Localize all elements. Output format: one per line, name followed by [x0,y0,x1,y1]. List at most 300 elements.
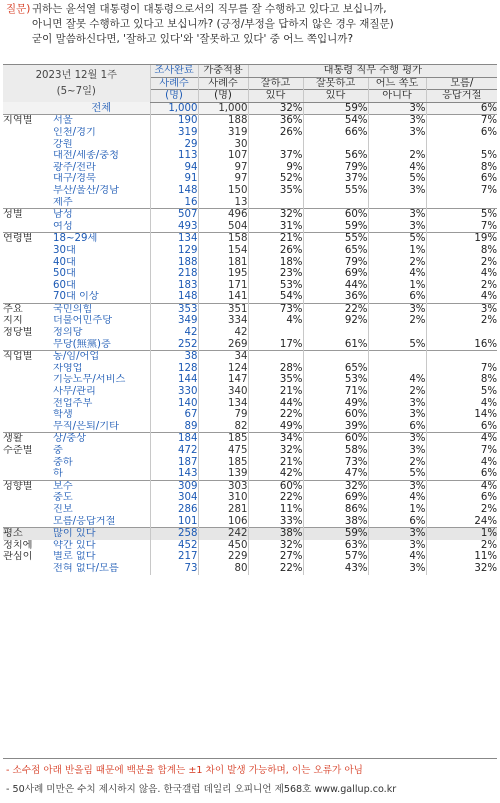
row-pct-doing-well: 38% [248,528,303,540]
row-group-label: 성별 [3,209,53,221]
row-pct-doing-well: 11% [248,504,303,516]
row-pct-doing-poorly: 32% [303,480,368,492]
table-row [3,257,497,269]
row-weighted-count: 269 [198,339,248,351]
row-pct-neither: 6% [368,291,426,303]
row-pct-doing-poorly: 56% [303,150,368,162]
header-opt4-b: 응답거절 [426,90,497,103]
table-row [3,480,497,492]
row-pct-doing-well: 22% [248,563,303,575]
row-weighted-count: 107 [198,150,248,162]
row-subgroup-label: 대전/세종/충청 [53,150,119,162]
row-pct-dont-know: 6% [426,127,497,139]
row-group-label: 직업별 [3,351,53,363]
row-subgroup-label: 18~29세 [53,233,150,245]
row-sample-count: 309 [150,480,198,492]
row-pct-neither: 3% [368,209,426,221]
row-group-label [3,398,53,410]
row-subgroup-label: 정의당 [53,327,83,339]
row-weighted-count: 242 [198,528,248,540]
row-group-label: 관심이 [3,551,33,563]
table-row [3,280,497,292]
row-subgroup-label: 40대 [53,256,76,268]
row-sample-count: 330 [150,386,198,398]
row-pct-dont-know [426,327,497,339]
row-pct-neither: 4% [368,268,426,280]
row-pct-doing-poorly: 47% [303,468,368,480]
row-group-label [3,268,53,280]
row-sample-count: 16 [150,197,198,209]
row-group-label: 성향별 [3,480,53,492]
row-subgroup-label: 모름/응답거절 [53,515,116,527]
row-sample-count: 188 [150,257,198,269]
row-sample-count: 67 [150,409,198,421]
row-sample-count: 91 [150,173,198,185]
row-pct-doing-poorly: 58% [303,445,368,457]
table-row [3,516,497,528]
row-group-label [3,280,53,292]
row-pct-dont-know: 6% [426,421,497,433]
row-pct-doing-well: 17% [248,339,303,351]
row-pct-doing-poorly [303,197,368,209]
row-pct-doing-well: 35% [248,374,303,386]
row-sample-count: 493 [150,221,198,233]
row-pct-neither: 3% [368,480,426,492]
row-subgroup-label: 전혀 없다/모름 [53,562,119,574]
row-pct-doing-poorly: 60% [303,409,368,421]
row-subgroup-label: 약간 있다 [53,539,96,551]
row-pct-doing-poorly: 69% [303,268,368,280]
row-sample-count: 452 [150,540,198,552]
row-pct-doing-well: 73% [248,303,303,315]
row-sample-count: 29 [150,139,198,151]
row-subgroup-label: 하 [53,468,63,480]
row-pct-doing-well: 33% [248,516,303,528]
header-opt3-b: 아니다 [368,90,426,103]
question-block [6,2,494,62]
table-row [3,315,497,327]
row-pct-doing-well: 54% [248,291,303,303]
row-sample-count: 101 [150,516,198,528]
table-row [3,540,497,552]
row-pct-neither: 3% [368,115,426,127]
footer-note-source: - 50사례 미만은 수치 제시하지 않음. 한국갤럽 데일리 오피니언 제568호 www.gallup.co.kr [6,784,397,795]
row-pct-doing-well: 34% [248,433,303,445]
row-subgroup-label: 더불어민주당 [53,315,113,327]
row-pct-dont-know: 2% [426,504,497,516]
table-row [3,374,497,386]
row-pct-doing-poorly: 60% [303,209,368,221]
row-pct-neither: 1% [368,280,426,292]
row-pct-dont-know: 7% [426,445,497,457]
row-pct-doing-poorly: 55% [303,185,368,197]
row-subgroup-label: 50대 [53,268,76,280]
row-sample-count: 89 [150,421,198,433]
row-group-label [3,374,53,386]
row-subgroup-label: 자영업 [53,362,83,374]
row-weighted-count: 185 [198,457,248,469]
row-pct-dont-know: 32% [426,563,497,575]
row-pct-neither: 6% [368,516,426,528]
row-pct-doing-well [248,197,303,209]
row-pct-doing-well: 60% [248,480,303,492]
header-completed: 조사완료 [150,65,198,78]
table-row [3,386,497,398]
row-pct-doing-poorly: 44% [303,280,368,292]
row-group-label: 정치에 [3,539,33,551]
row-pct-neither: 4% [368,374,426,386]
row-pct-doing-poorly: 36% [303,291,368,303]
row-pct-doing-well: 26% [248,245,303,257]
row-subgroup-label: 전체 [53,102,150,115]
row-subgroup-label: 별로 없다 [53,551,96,563]
row-pct-doing-poorly: 59% [303,528,368,540]
row-weighted-count: 450 [198,540,248,552]
row-pct-dont-know: 19% [426,233,497,245]
row-pct-neither: 5% [368,233,426,245]
header-opt3-a: 어느 쪽도 [368,77,426,90]
row-pct-doing-poorly: 71% [303,386,368,398]
row-sample-count: 42 [150,327,198,339]
row-pct-neither: 3% [368,221,426,233]
row-pct-doing-well: 31% [248,221,303,233]
table-row [3,363,497,375]
row-pct-doing-poorly: 73% [303,457,368,469]
row-group-label [3,139,53,151]
period-cell [3,65,150,103]
header-opt2-a: 잘못하고 [303,77,368,90]
row-subgroup-label: 광주/전라 [53,161,96,173]
row-pct-doing-well [248,351,303,363]
row-pct-dont-know: 1% [426,528,497,540]
row-pct-neither [368,197,426,209]
table-row [3,127,497,139]
row-pct-dont-know: 2% [426,280,497,292]
row-group-label [3,409,53,421]
row-pct-doing-well: 18% [248,257,303,269]
row-subgroup-label: 무직/은퇴/기타 [53,420,119,432]
row-weighted-count: 124 [198,363,248,375]
row-pct-dont-know: 8% [426,162,497,174]
row-weighted-count: 134 [198,398,248,410]
row-pct-doing-poorly: 66% [303,127,368,139]
table-header [3,65,497,103]
row-group-label [3,516,53,528]
row-subgroup-label: 상/중상 [53,433,150,445]
row-pct-doing-poorly: 43% [303,563,368,575]
row-pct-dont-know [426,197,497,209]
row-pct-dont-know: 2% [426,315,497,327]
row-sample-count: 148 [150,291,198,303]
row-pct-neither: 5% [368,173,426,185]
row-pct-doing-poorly: 55% [303,233,368,245]
table-row [3,268,497,280]
row-pct-dont-know: 5% [426,150,497,162]
row-sample-count: 113 [150,150,198,162]
row-group-label [3,386,53,398]
row-weighted-count: 334 [198,315,248,327]
row-pct-neither: 4% [368,551,426,563]
row-subgroup-label: 대구/경북 [53,173,96,185]
header-opt1-b: 있다 [248,90,303,103]
row-group-label [3,245,53,257]
row-group-label [3,197,53,209]
row-pct-neither: 4% [368,492,426,504]
period-dates: (5~7일) [56,85,96,97]
row-sample-count: 319 [150,127,198,139]
row-pct-neither: 5% [368,339,426,351]
table-row [3,150,497,162]
row-sample-count: 190 [150,115,198,127]
row-group-label [3,127,53,139]
period-label: 2023년 12월 1주 [35,69,117,81]
row-pct-doing-well: 49% [248,421,303,433]
row-pct-doing-well: 35% [248,185,303,197]
row-pct-doing-well [248,139,303,151]
row-sample-count: 187 [150,457,198,469]
row-sample-count: 183 [150,280,198,292]
row-pct-doing-well: 32% [248,102,303,115]
row-pct-doing-well: 21% [248,233,303,245]
row-pct-doing-poorly: 54% [303,115,368,127]
row-subgroup-label: 보수 [53,480,150,492]
row-group-label [3,150,53,162]
table-row [3,197,497,209]
row-pct-dont-know: 4% [426,433,497,445]
table-row [3,173,497,185]
table-row [3,291,497,303]
row-pct-doing-poorly [303,327,368,339]
row-sample-count: 143 [150,468,198,480]
table-row [3,185,497,197]
row-pct-neither: 4% [368,162,426,174]
row-weighted-count: 340 [198,386,248,398]
row-pct-doing-poorly [303,351,368,363]
row-weighted-count: 82 [198,421,248,433]
row-pct-doing-poorly [303,139,368,151]
row-group-label: 정당별 [3,327,33,339]
header-opt2-b: 있다 [303,90,368,103]
row-group-label: 평소 [3,528,53,540]
row-pct-neither [368,363,426,375]
row-group-label [3,291,53,303]
table-row [3,433,497,445]
table-row [3,468,497,480]
row-pct-doing-well: 21% [248,386,303,398]
row-weighted-count: 475 [198,445,248,457]
row-pct-dont-know: 6% [426,492,497,504]
row-pct-doing-well [248,327,303,339]
row-pct-doing-well: 32% [248,540,303,552]
row-sample-count: 217 [150,551,198,563]
row-sample-count: 258 [150,528,198,540]
results-table [3,64,497,575]
row-pct-doing-well: 9% [248,162,303,174]
row-pct-neither: 3% [368,398,426,410]
row-weighted-count: 496 [198,209,248,221]
table-row [3,162,497,174]
row-weighted-count: 34 [198,351,248,363]
row-pct-doing-poorly: 39% [303,421,368,433]
table-row [3,409,497,421]
row-subgroup-label: 사무/관리 [53,386,96,398]
table-row [3,528,497,540]
row-group-label: 생활 [3,433,53,445]
row-pct-doing-poorly: 63% [303,540,368,552]
row-sample-count: 128 [150,363,198,375]
row-subgroup-label: 농/임/어업 [53,351,150,363]
row-pct-doing-poorly: 49% [303,398,368,410]
row-subgroup-label: 많이 있다 [53,528,150,540]
row-weighted-count: 97 [198,162,248,174]
question-line-1: 귀하는 윤석열 대통령이 대통령으로서의 직무를 잘 수행하고 있다고 보십니까, [32,3,387,15]
row-sample-count: 218 [150,268,198,280]
row-subgroup-label: 강원 [53,138,73,150]
row-subgroup-label: 중도 [53,492,73,504]
row-pct-dont-know: 8% [426,245,497,257]
row-pct-dont-know: 3% [426,303,497,315]
row-pct-dont-know: 7% [426,115,497,127]
table-row [3,327,497,339]
row-pct-dont-know: 7% [426,185,497,197]
row-sample-count: 94 [150,162,198,174]
row-pct-neither: 1% [368,504,426,516]
row-pct-neither: 5% [368,468,426,480]
row-pct-doing-well: 36% [248,115,303,127]
row-subgroup-label: 남성 [53,209,150,221]
row-sample-count: 286 [150,504,198,516]
row-sample-count: 148 [150,185,198,197]
row-weighted-count: 303 [198,480,248,492]
row-pct-doing-poorly: 59% [303,102,368,115]
row-pct-dont-know: 4% [426,291,497,303]
row-subgroup-label: 중하 [53,456,73,468]
table-row [3,221,497,233]
row-sample-count: 353 [150,303,198,315]
row-pct-dont-know: 6% [426,468,497,480]
row-pct-neither [368,139,426,151]
table-row [3,551,497,563]
row-pct-dont-know: 5% [426,386,497,398]
row-weighted-count: 229 [198,551,248,563]
row-group-label [3,162,53,174]
row-subgroup-label: 무당(無黨)층 [53,338,111,350]
row-weighted-count: 106 [198,516,248,528]
row-pct-doing-poorly: 53% [303,374,368,386]
row-pct-neither: 3% [368,540,426,552]
row-sample-count: 73 [150,563,198,575]
row-subgroup-label: 제주 [53,196,73,208]
row-group-label: 연령별 [3,233,53,245]
row-group-label [3,339,53,351]
table-bottom-rule [3,758,497,759]
row-weighted-count: 141 [198,291,248,303]
row-group-label: 주요 [3,303,53,315]
row-pct-doing-well: 23% [248,268,303,280]
row-pct-dont-know [426,139,497,151]
row-sample-count: 252 [150,339,198,351]
row-pct-dont-know: 4% [426,457,497,469]
row-group-label [3,504,53,516]
row-pct-dont-know: 4% [426,480,497,492]
row-weighted-count: 351 [198,303,248,315]
row-pct-doing-well: 52% [248,173,303,185]
row-subgroup-label: 학생 [53,409,73,421]
row-pct-doing-poorly: 86% [303,504,368,516]
header-n1-unit: (명) [150,90,198,103]
row-sample-count: 129 [150,245,198,257]
row-group-label [3,563,53,575]
row-sample-count: 472 [150,445,198,457]
row-group-label [3,457,53,469]
row-pct-dont-know: 6% [426,173,497,185]
row-pct-dont-know: 4% [426,398,497,410]
row-subgroup-label: 서울 [53,115,150,127]
row-subgroup-label: 전업주부 [53,397,93,409]
row-group-label: 지역별 [3,115,53,127]
row-pct-dont-know: 8% [426,374,497,386]
row-group-label [3,257,53,269]
row-pct-neither: 2% [368,457,426,469]
row-pct-neither: 1% [368,245,426,257]
row-pct-dont-know: 2% [426,540,497,552]
row-weighted-count: 171 [198,280,248,292]
table-row [3,245,497,257]
row-group-label [3,468,53,480]
row-weighted-count: 154 [198,245,248,257]
row-sample-count: 349 [150,315,198,327]
row-pct-doing-poorly: 37% [303,173,368,185]
row-pct-doing-well: 53% [248,280,303,292]
row-subgroup-label: 인천/경기 [53,126,96,138]
row-weighted-count: 80 [198,563,248,575]
question-line-3: 굳이 말씀하신다면, '잘하고 있다'와 '잘못하고 있다' 중 어느 쪽입니까? [32,33,354,45]
row-pct-doing-well: 32% [248,209,303,221]
row-group-label: 수준별 [3,445,33,456]
row-weighted-count: 188 [198,115,248,127]
row-pct-doing-poorly: 65% [303,363,368,375]
table-row [3,445,497,457]
row-pct-neither: 3% [368,409,426,421]
row-weighted-count: 139 [198,468,248,480]
row-group-label [3,492,53,504]
row-weighted-count: 147 [198,374,248,386]
table-body [3,102,497,574]
row-weighted-count: 79 [198,409,248,421]
table-row [3,303,497,315]
row-pct-neither: 3% [368,102,426,115]
row-weighted-count: 281 [198,504,248,516]
row-pct-doing-poorly: 60% [303,433,368,445]
row-weighted-count: 13 [198,197,248,209]
row-subgroup-label: 국민의힘 [53,303,150,315]
table-row [3,398,497,410]
row-pct-dont-know: 16% [426,339,497,351]
row-sample-count: 144 [150,374,198,386]
row-pct-dont-know: 7% [426,221,497,233]
question-line-2: 아니면 잘못 수행하고 있다고 보십니까? (긍정/부정을 답하지 않은 경우 재질문) [32,18,394,30]
row-pct-dont-know: 24% [426,516,497,528]
row-subgroup-label: 30대 [53,244,76,256]
row-subgroup-label: 70대 이상 [53,291,99,303]
row-pct-neither [368,327,426,339]
row-group-label [3,421,53,433]
row-pct-neither: 3% [368,528,426,540]
row-weighted-count: 30 [198,139,248,151]
row-pct-doing-poorly: 61% [303,339,368,351]
row-pct-neither: 2% [368,315,426,327]
row-pct-neither: 3% [368,563,426,575]
